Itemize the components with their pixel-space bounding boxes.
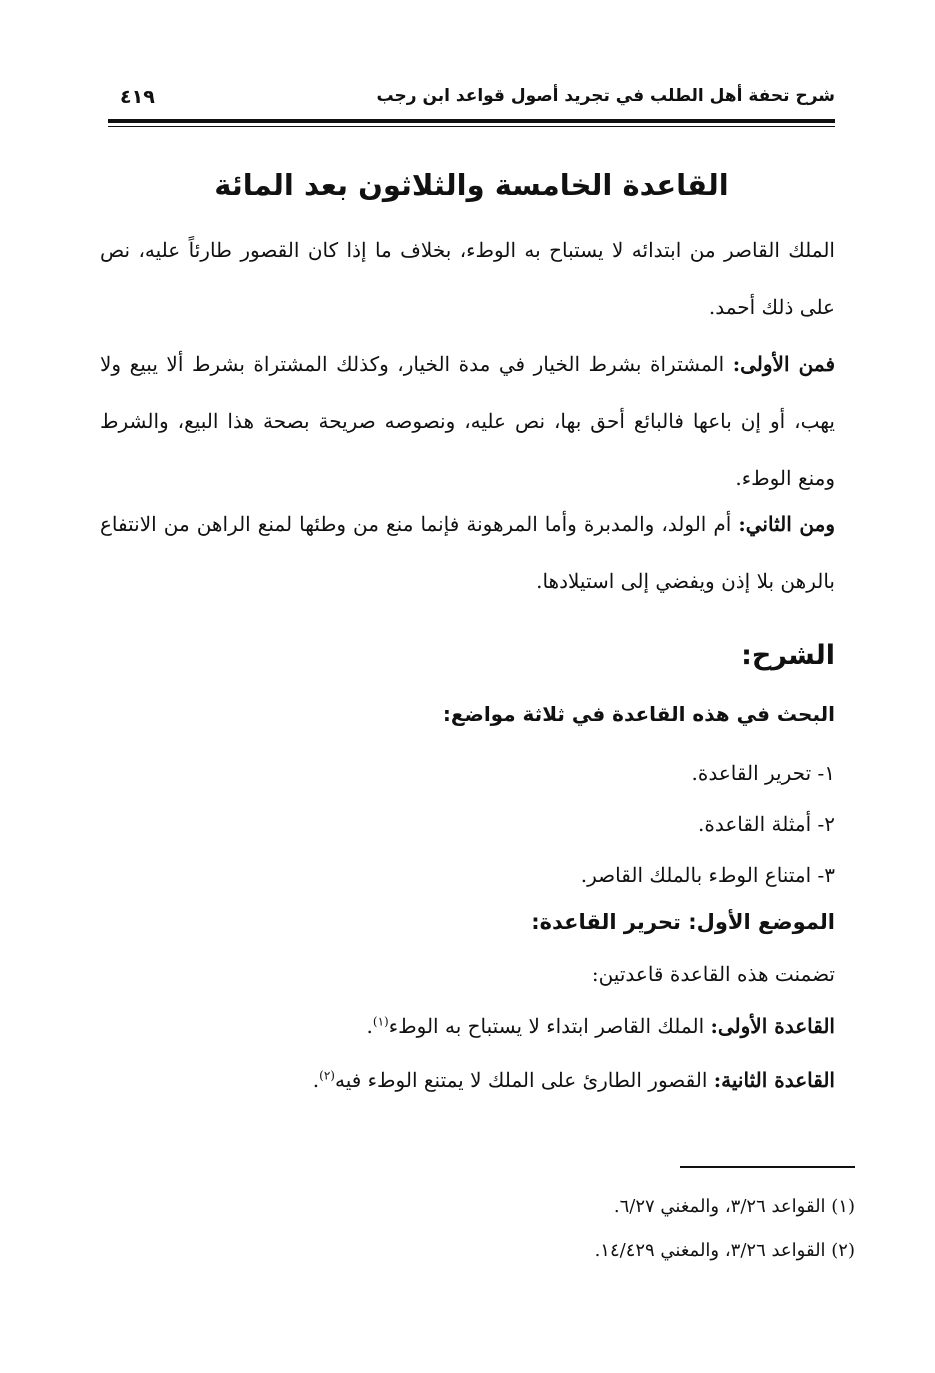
running-header <box>120 86 835 116</box>
footnote-ref: (٢) <box>319 1068 335 1083</box>
list-item: ١- تحرير القاعدة. <box>691 761 835 785</box>
footnote-ref: (١) <box>372 1014 389 1029</box>
paragraph-body: أم الولد، والمدبرة وأما المرهونة فإنما منع من وطئها لمنع الراهن من الانتفاع بالرهن بلا إذن ويفضي إلى استيلادها. <box>100 512 835 593</box>
sub-rule-1: القاعدة الأولى: الملك القاصر ابتداء لا يستباح به الوطء$^{(١)}$. <box>366 1014 835 1038</box>
list-item: ٢- أمثلة القاعدة. <box>698 812 835 836</box>
rule-text-paragraph-3 <box>100 496 835 610</box>
sub-rule-text: القصور الطارئ على الملك لا يمتنع الوطء فيه <box>334 1068 708 1092</box>
research-intro: البحث في هذه القاعدة في ثلاثة مواضع: <box>442 702 835 726</box>
footnote-1: (١) القواعد ٣/٢٦، والمغني ٦/٢٧. <box>613 1196 855 1217</box>
sub-rule-lead: القاعدة الأولى: <box>710 1014 835 1038</box>
sites-list <box>581 748 835 901</box>
sub-rule-lead: القاعدة الثانية: <box>713 1068 835 1092</box>
paragraph-text <box>100 336 835 507</box>
footnote-divider <box>680 1166 855 1168</box>
rule-title: القاعدة الخامسة والثلاثون بعد المائة <box>214 168 729 202</box>
paragraph-text: الملك القاصر من ابتدائه لا يستباح به الوطء، بخلاف ما إذا كان القصور طارئاً عليه، نص على ذلك أحمد. <box>100 238 835 319</box>
paragraph-body: المشتراة بشرط الخيار في مدة الخيار، وكذلك المشتراة بشرط ألا يبيع ولا يهب، أو إن باعها فالبائع أحق بها، نص عليه، ونصوصه صريحة بصحة هذا البيع، والشرط ومنع الوطء. <box>100 352 835 490</box>
rule-text-paragraph-1 <box>100 222 835 336</box>
sharh-heading: الشرح: <box>741 640 835 671</box>
page-number: ٤١٩ <box>120 86 155 108</box>
paragraph-lead: فمن الأولى: <box>732 352 835 376</box>
paragraph-text <box>100 496 835 610</box>
sub-rule-text: الملك القاصر ابتداء لا يستباح به الوطء <box>388 1014 705 1038</box>
rule-text-paragraph-2 <box>100 336 835 507</box>
rules-intro: تضمنت هذه القاعدة قاعدتين: <box>591 962 835 986</box>
header-rule <box>108 119 835 123</box>
first-site-heading: الموضع الأول: تحرير القاعدة: <box>531 910 835 934</box>
sub-rule-2: القاعدة الثانية: القصور الطارئ على الملك لا يمتنع الوطء فيه$^{(٢)}$. <box>312 1068 835 1092</box>
footnote-2: (٢) القواعد ٣/٢٦، والمغني ١٤/٤٢٩. <box>594 1240 855 1261</box>
paragraph-lead: ومن الثاني: <box>738 512 835 536</box>
list-item: ٣- امتناع الوطء بالملك القاصر. <box>580 863 835 887</box>
header-rule-thin <box>108 126 835 127</box>
running-title: شرح تحفة أهل الطلب في تجريد أصول قواعد ابن رجب <box>376 86 835 106</box>
